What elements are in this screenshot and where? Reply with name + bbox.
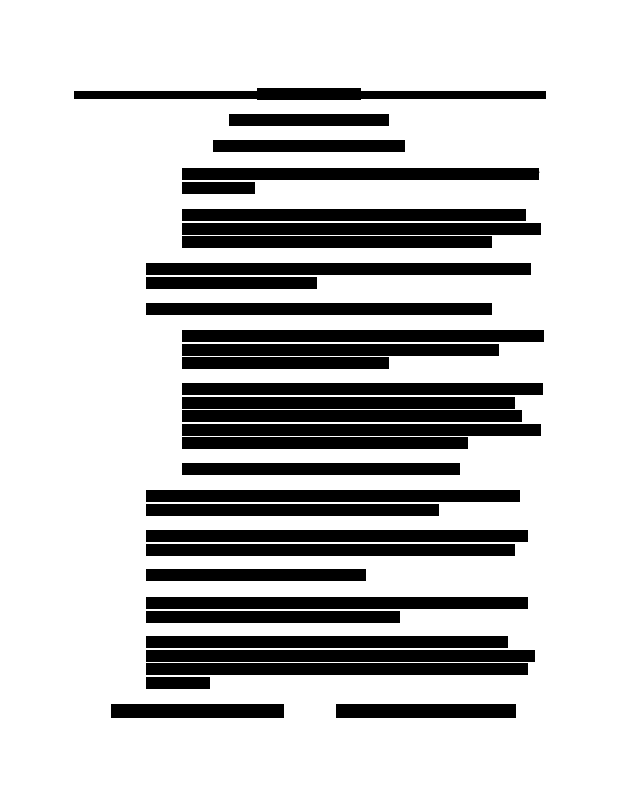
definition-water-bulk: “Water (bulk shipment)” means the bulk transportation of hazardous waste that is loaded or carried on board a vessel without containers or labels. xyxy=(146,490,521,516)
paragraph-1kg: 1 kg (2.2 lbs) of acute hazardous waste listed in 35 Ill. Adm. Code 721.131 or 721.133(e); and xyxy=(182,168,540,194)
paragraph-receives-treats: It receives and treats or stores an influent wastewater that is a hazardous waste as defined in 35 Ill. Adm. Code 721.103, or generates and accumulates a wastewater treatment sludge that is a hazardous waste as defined in 35 Ill. Adm. Code 721.103, or treats or stores a wastewater treatment sludge that is a hazardous waste as defined in 35 Ill. Adm. Code 721.103; and xyxy=(182,383,544,450)
source-text-b: , effective xyxy=(340,705,386,717)
paragraph-npdes: It is part of a wastewater treatment facility that has an NPDES permit pursuant to 35 Ill. Adm. Code 309 or a pretreatment permit or authorization to discharge pursuant to 35 Ill. Adm. Code 310; xyxy=(182,330,544,370)
definition-wipe: “Wipe” means a woven or non-woven shop towel, rag, pad, or swab made of wood pulp, fabric, cotton, polyester blends, or other material. xyxy=(146,597,528,623)
notice-title: NOTICE OF ADOPTED AMENDMENTS xyxy=(213,140,405,152)
definition-well: “Well” means any shaft or pit dug or bored into the earth, generally of a cylindrical form, and often walled with bricks or tubing to prevent the earth from caving in. xyxy=(146,530,529,556)
register-title: ILLINOIS REGISTER xyxy=(258,88,360,100)
definition-well-injection: “Well injection” (See “underground injection.”) xyxy=(146,569,366,581)
definition-vessel: “Vessel” includes every description of watercraft used or capable of being used as a means of transportation on the water. xyxy=(146,263,531,289)
definition-wastewater-unit: “Wastewater treatment unit” means a device of which the following is true: xyxy=(146,303,493,315)
source-note xyxy=(111,704,516,718)
source-blank-register xyxy=(284,704,336,718)
source-text-c: ) xyxy=(511,705,515,717)
source-text-a: (Source: Amended at 42 Ill. Reg. xyxy=(113,705,265,717)
board-title: POLLUTION CONTROL BOARD xyxy=(230,114,388,126)
paragraph-100kg: 100 kg (220 lbs) of any residue or contaminated soil, water, or other debris resulting from the cleanup of a spill, into or on any land or water, of any acute hazardous waste listed in 35 Ill. Adm. Code 721.131 or 721.133(e). xyxy=(182,209,542,249)
definition-zone-engineering: “Zone of engineering control” means an area under the control of the owner or operator that, upon detection of a hazardous waste release, can be readily cleaned up prior to the release of hazardous waste or hazardous constituents to groundwater or surface water. xyxy=(146,636,535,689)
paragraph-tank-definition: It meets the definition of tank or tank system in this Section. xyxy=(182,463,460,475)
